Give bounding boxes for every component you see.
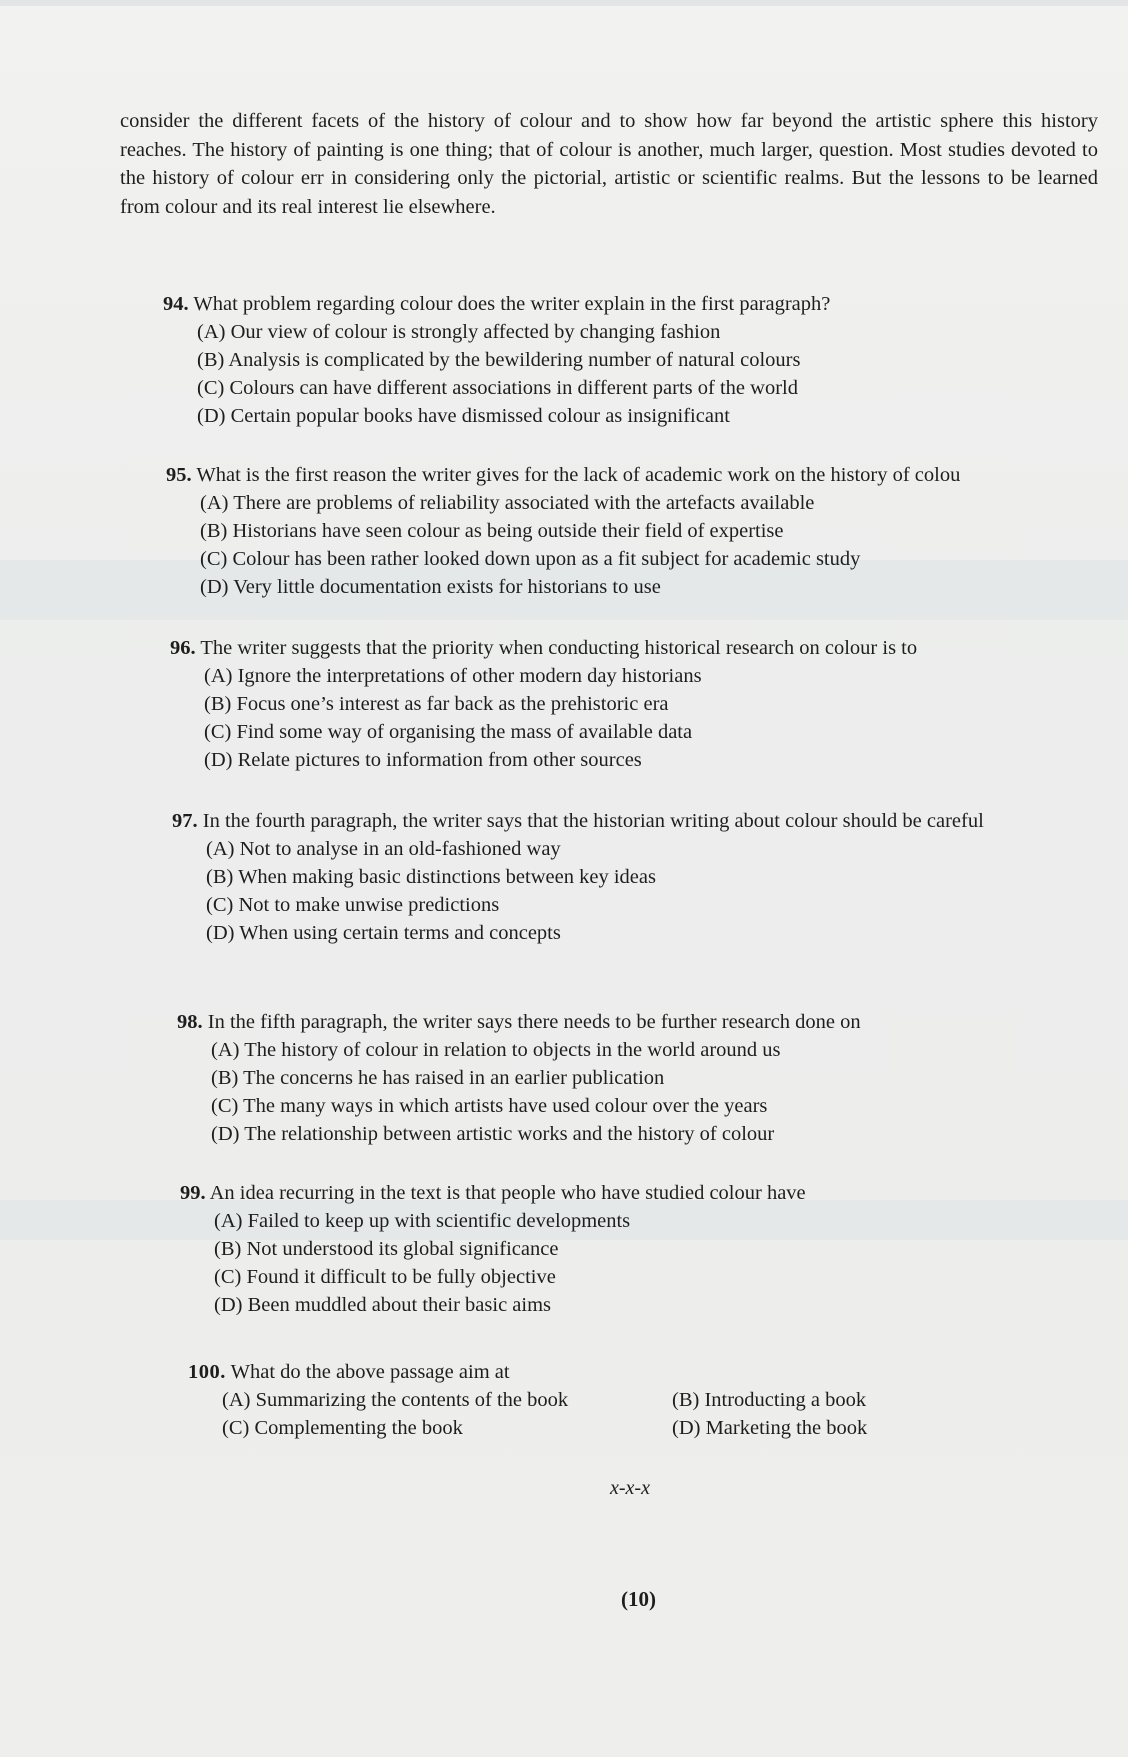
option-d: (D) The relationship between artistic works and the history of colour (211, 1123, 775, 1145)
question-94 (163, 290, 830, 430)
option-d: (D) Certain popular books have dismissed colour as insignificant (197, 405, 730, 427)
end-mark: x-x-x (610, 1477, 650, 1499)
option-c: (C) The many ways in which artists have used colour over the years (211, 1095, 768, 1117)
option-c: (C) Colours can have different associations in different parts of the world (197, 377, 798, 399)
question-stem (166, 461, 960, 489)
option-b: (B) Introducting a book (672, 1389, 867, 1411)
question-stem (180, 1179, 806, 1207)
question-text: In the fourth paragraph, the writer says that the historian writing about colour should be careful (202, 810, 984, 832)
question-number: 94. (163, 293, 189, 315)
option-a: (A) Summarizing the contents of the book (222, 1389, 569, 1411)
option-a: (A) The history of colour in relation to objects in the world around us (211, 1039, 781, 1061)
question-96 (170, 634, 917, 774)
option-b: (B) Not understood its global significance (214, 1238, 559, 1260)
option-a: (A) Ignore the interpretations of other modern day historians (204, 665, 702, 687)
option-b: (B) Analysis is complicated by the bewildering number of natural colours (197, 349, 801, 371)
option-d: (D) Marketing the book (672, 1417, 868, 1439)
scan-top-edge (0, 0, 1128, 6)
question-text: What is the first reason the writer gives for the lack of academic work on the history of colou (196, 464, 961, 486)
option-a: (A) Failed to keep up with scientific developments (214, 1210, 631, 1232)
option-c: (C) Complementing the book (222, 1417, 463, 1439)
question-text: What do the above passage aim at (230, 1361, 510, 1383)
question-number: 97. (172, 810, 198, 832)
question-number: 100. (188, 1361, 226, 1383)
question-number: 95. (166, 464, 192, 486)
question-95 (166, 461, 960, 601)
option-a: (A) There are problems of reliability associated with the artefacts available (200, 492, 815, 514)
option-d: (D) When using certain terms and concepts (206, 922, 561, 944)
option-b: (B) Focus one’s interest as far back as the prehistoric era (204, 693, 669, 715)
passage-text: consider the different facets of the history of colour and to show how far beyond the artistic sphere this history reaches. The history of painting is one thing; that of colour is another, much larger, question. Most studies devoted to the history of colour err in considering only the pictorial, artistic or scientific realms. But the lessons to be learned from colour and its real interest lie elsewhere. (120, 110, 1098, 218)
option-b: (B) The concerns he has raised in an earlier publication (211, 1067, 665, 1089)
option-c: (C) Not to make unwise predictions (206, 894, 500, 916)
option-d: (D) Been muddled about their basic aims (214, 1294, 552, 1316)
question-number: 99. (180, 1182, 206, 1204)
option-c: (C) Find some way of organising the mass of available data (204, 721, 693, 743)
option-c: (C) Colour has been rather looked down upon as a fit subject for academic study (200, 548, 861, 570)
option-b: (B) When making basic distinctions between key ideas (206, 866, 656, 888)
option-c: (C) Found it difficult to be fully objective (214, 1266, 556, 1288)
options-row (188, 1414, 1122, 1442)
question-text: In the fifth paragraph, the writer says there needs to be further research done on (207, 1011, 861, 1033)
option-d: (D) Relate pictures to information from other sources (204, 749, 642, 771)
options-row (188, 1386, 1122, 1414)
page-number: (10) (621, 1587, 656, 1611)
option-a: (A) Our view of colour is strongly affected by changing fashion (197, 321, 721, 343)
question-100 (188, 1358, 1122, 1442)
option-d: (D) Very little documentation exists for historians to use (200, 576, 661, 598)
question-number: 98. (177, 1011, 203, 1033)
option-a: (A) Not to analyse in an old-fashioned way (206, 838, 561, 860)
question-number: 96. (170, 637, 196, 659)
question-stem (170, 634, 917, 662)
question-stem (177, 1008, 861, 1036)
question-98 (177, 1008, 861, 1148)
question-stem (188, 1358, 1122, 1386)
question-97 (172, 807, 1128, 947)
question-text: An idea recurring in the text is that people who have studied colour have (209, 1182, 806, 1204)
question-99 (180, 1179, 806, 1319)
question-text: The writer suggests that the priority when conducting historical research on colour is to (200, 637, 918, 659)
question-text: What problem regarding colour does the writer explain in the first paragraph? (193, 293, 831, 315)
question-stem (172, 807, 1128, 835)
option-b: (B) Historians have seen colour as being outside their field of expertise (200, 520, 784, 542)
question-stem (163, 290, 830, 318)
